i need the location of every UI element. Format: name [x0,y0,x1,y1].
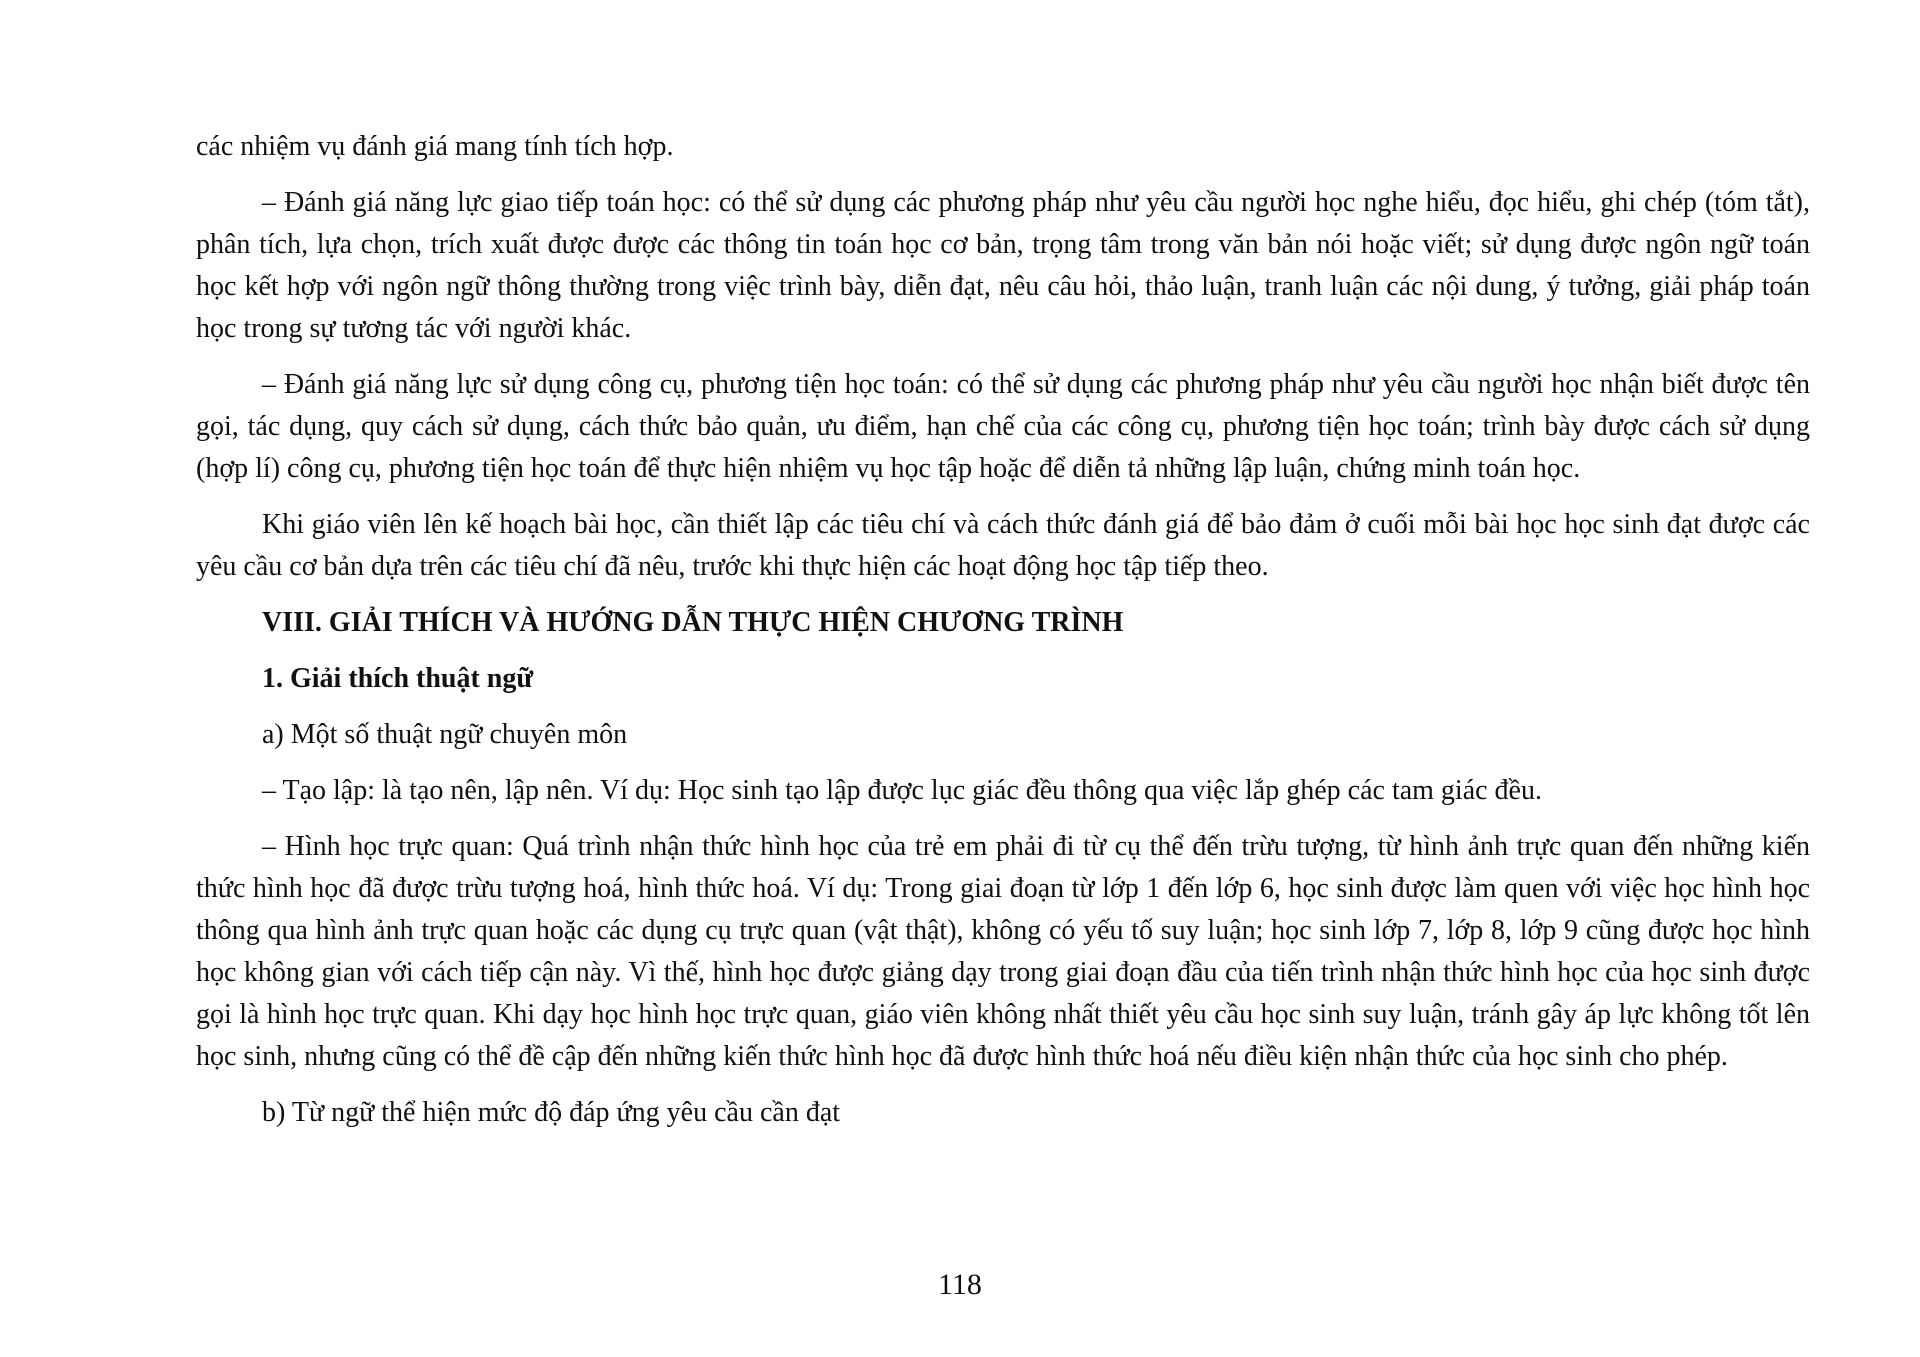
paragraph-hinh-hoc-truc-quan: – Hình học trực quan: Quá trình nhận thức hình học của trẻ em phải đi từ cụ thể đến trừu tượng, từ hình ảnh trực quan đến những kiến thức hình học đã được trừu tượng hoá, hình thức hoá. Ví dụ: Trong giai đoạn từ lớp 1 đến lớp 6, học sinh được làm quen với việc học hình học thông qua hình ảnh trực quan hoặc các dụng cụ trực quan (vật thật), không có yếu tố suy luận; học sinh lớp 7, lớp 8, lớp 9 cũng được học hình học không gian với cách tiếp cận này. Vì thế, hình học được giảng dạy trong giai đoạn đầu của tiến trình nhận thức hình học của học sinh được gọi là hình học trực quan. Khi dạy học hình học trực quan, giáo viên không nhất thiết yêu cầu học sinh suy luận, tránh gây áp lực không tốt lên học sinh, nhưng cũng có thể đề cập đến những kiến thức hình học đã được hình thức hoá nếu điều kiện nhận thức của học sinh cho phép. [196,831,1810,1072]
paragraph-lesson-planning: Khi giáo viên lên kế hoạch bài học, cần thiết lập các tiêu chí và cách thức đánh giá để bảo đảm ở cuối mỗi bài học học sinh đạt được các yêu cầu cơ bản dựa trên các tiêu chí đã nêu, trước khi thực hiện các hoạt động học tập tiếp theo. [196,509,1810,582]
paragraph-continuation: các nhiệm vụ đánh giá mang tính tích hợp. [196,131,674,162]
paragraph-tools-assessment: – Đánh giá năng lực sử dụng công cụ, phương tiện học toán: có thể sử dụng các phương pháp như yêu cầu người học nhận biết được tên gọi, tác dụng, quy cách sử dụng, cách thức bảo quản, ưu điểm, hạn chế của các công cụ, phương tiện học toán; trình bày được cách sử dụng (hợp lí) công cụ, phương tiện học toán để thực hiện nhiệm vụ học tập hoặc để diễn tả những lập luận, chứng minh toán học. [196,369,1810,484]
paragraph-tao-lap: – Tạo lập: là tạo nên, lập nên. Ví dụ: Học sinh tạo lập được lục giác đều thông qua việc lắp ghép các tam giác đều. [262,775,1542,806]
page-number: 118 [938,1268,982,1301]
paragraph-communication-assessment: – Đánh giá năng lực giao tiếp toán học: có thể sử dụng các phương pháp như yêu cầu người học nghe hiểu, đọc hiểu, ghi chép (tóm tắt), phân tích, lựa chọn, trích xuất được được các thông tin toán học cơ bản, trọng tâm trong văn bản nói hoặc viết; sử dụng được ngôn ngữ toán học kết hợp với ngôn ngữ thông thường trong việc trình bày, diễn đạt, nêu câu hỏi, thảo luận, tranh luận các nội dung, ý tưởng, giải pháp toán học trong sự tương tác với người khác. [196,187,1810,344]
list-item-b: b) Từ ngữ thể hiện mức độ đáp ứng yêu cầu cần đạt [262,1097,841,1128]
section-heading: VIII. GIẢI THÍCH VÀ HƯỚNG DẪN THỰC HIỆN CHƯƠNG TRÌNH [262,607,1124,638]
document-page [196,126,1810,1148]
subsection-heading: 1. Giải thích thuật ngữ [262,663,534,694]
list-item-a: a) Một số thuật ngữ chuyên môn [262,719,628,750]
